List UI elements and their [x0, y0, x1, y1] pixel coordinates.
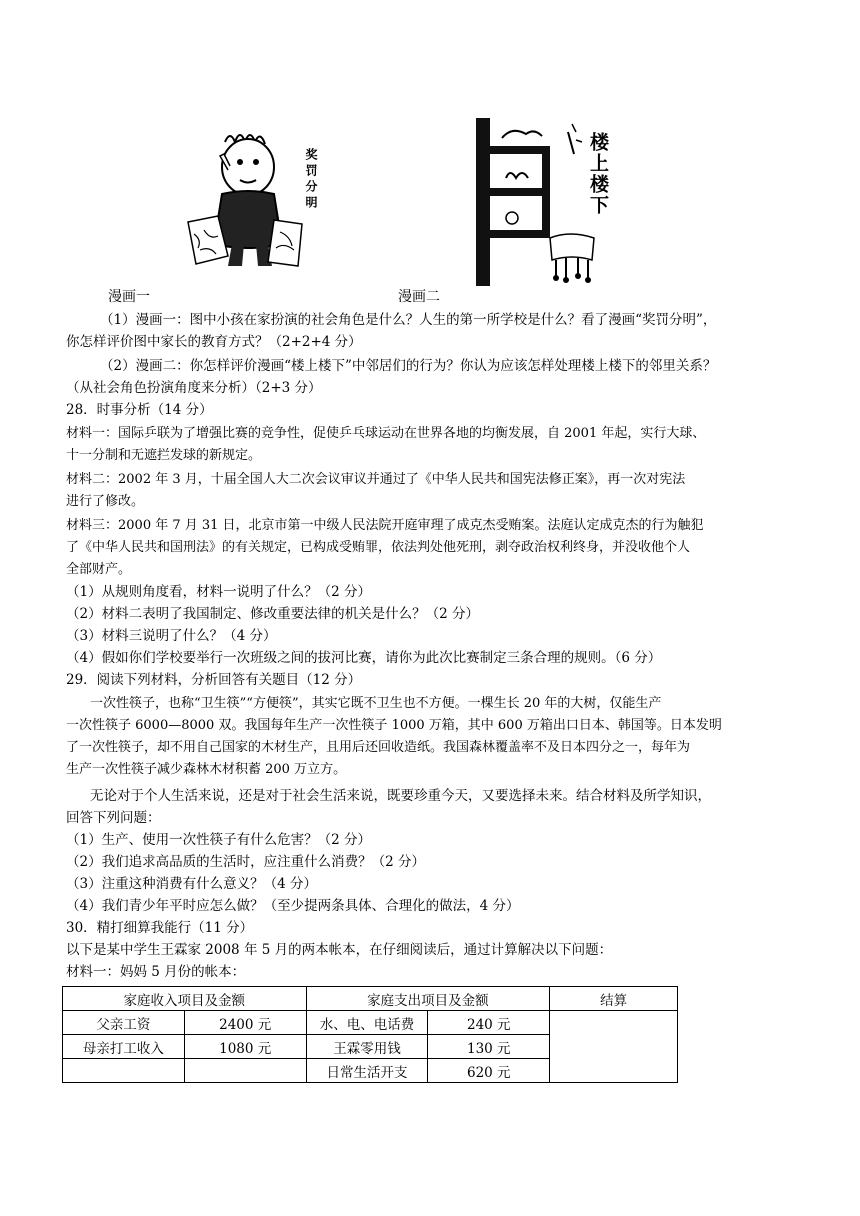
q29-question4: （4）我们青少年平时应怎么做？（至少提两条具体、合理化的做法，4 分） [66, 898, 520, 914]
expense-header: 家庭支出项目及金额 [306, 987, 550, 1011]
q29-material-line4: 生产一次性筷子减少森林木材积蓄 200 万立方。 [66, 762, 347, 777]
q28-material3-line2: 了《中华人民共和国刑法》的有关规定，已构成受贿罪，依法判处他死刑，剥夺政治权利终身，并没收他个人 [66, 540, 691, 555]
q28-material3-line1: 材料三：2000 年 7 月 31 日，北京市第一中级人民法院开庭审理了成克杰受贿案。法庭认定成克杰的行为触犯 [66, 518, 704, 533]
q28-material2-line1: 材料二：2002 年 3 月，十届全国人大二次会议审议并通过了《中华人民共和国宪法修正案》，再一次对宪法 [66, 472, 686, 487]
q27-part1-line2: 你怎样评价图中家长的教育方式？（2+2+4 分） [66, 334, 362, 350]
q29-prompt-line1: 无论对于个人生活来说，还是对于社会生活来说，既要珍重今天，又要选择未来。结合材料及所学知识， [90, 788, 711, 804]
q29-question2: （2）我们追求高品质的生活时，应注重什么消费？（2 分） [66, 854, 425, 870]
q29-heading: 29．阅读下列材料，分析回答有关题目（12 分） [66, 672, 362, 688]
q27-part2-line1: （2）漫画二：你怎样评价漫画“楼上楼下”中邻居们的行为？你认为应该怎样处理楼上楼下的邻里关系？ [100, 358, 717, 374]
q28-question4: （4）假如你们学校要举行一次班级之间的拔河比赛，请你为此次比赛制定三条合理的规则。（6 分） [66, 650, 662, 666]
cartoon2-caption: 漫画二 [398, 289, 440, 305]
expense-amount: 130 元 [428, 1035, 550, 1059]
income-item: 父亲工资 [63, 1011, 185, 1035]
table-row [63, 1011, 678, 1035]
q29-material-line3: 了一次性筷子，却不用自己国家的木材生产，且用后还回收造纸。我国森林覆盖率不及日本四分之一，每年为 [66, 740, 691, 755]
cartoon1-caption: 漫画一 [108, 289, 150, 305]
cartoon2-side-text: 楼上楼下 [587, 132, 609, 216]
q29-material-line2: 一次性筷子 6000—8000 双。我国每年生产一次性筷子 1000 万箱，其中 600 万箱出口日本、韩国等。日本发明 [66, 718, 722, 733]
expense-amount: 620 元 [428, 1059, 550, 1083]
income-item [63, 1059, 185, 1083]
q28-heading: 28．时事分析（14 分） [66, 402, 213, 418]
q27-part1-line1: （1）漫画一：图中小孩在家扮演的社会角色是什么？人生的第一所学校是什么？看了漫画“奖罚分明”， [100, 312, 717, 328]
q30-material1-label: 材料一：妈妈 5 月份的帐本： [66, 964, 246, 980]
q29-question1: （1）生产、使用一次性筷子有什么危害？（2 分） [66, 832, 371, 848]
q28-question2: （2）材料二表明了我国制定、修改重要法律的机关是什么？（2 分） [66, 606, 479, 622]
q27-part2-line2: （从社会角色扮演角度来分析）（2+3 分） [66, 380, 322, 396]
q28-material1-line2: 十一分制和无遮拦发球的新规定。 [66, 448, 262, 463]
q29-material-line1: 一次性筷子，也称“卫生筷”“方便筷”，其实它既不卫生也不方便。一棵生长 20 年的大树，仅能生产 [90, 696, 662, 711]
income-amount: 2400 元 [184, 1011, 306, 1035]
income-amount [184, 1059, 306, 1083]
q29-prompt-line2: 回答下列问题： [66, 810, 161, 826]
q28-question1: （1）从规则角度看，材料一说明了什么？（2 分） [66, 584, 371, 600]
settlement-header: 结算 [550, 987, 678, 1011]
expense-item: 水、电、电话费 [306, 1011, 428, 1035]
q29-question3: （3）注重这种消费有什么意义？（4 分） [66, 876, 317, 892]
income-item: 母亲打工收入 [63, 1035, 185, 1059]
ledger-table [62, 986, 678, 1083]
q28-material3-line3: 全部财产。 [66, 562, 132, 577]
income-amount: 1080 元 [184, 1035, 306, 1059]
q30-heading: 30．精打细算我能行（11 分） [66, 920, 254, 936]
expense-item: 日常生活开支 [306, 1059, 428, 1083]
expense-amount: 240 元 [428, 1011, 550, 1035]
income-header: 家庭收入项目及金额 [63, 987, 307, 1011]
q30-intro: 以下是某中学生王霖家 2008 年 5 月的两本帐本，在仔细阅读后，通过计算解决以下问题： [66, 942, 613, 958]
settlement-cell [550, 1011, 678, 1083]
ledger-header-row [63, 987, 678, 1011]
q28-material1-line1: 材料一：国际乒联为了增强比赛的竞争性，促使乒乓球运动在世界各地的均衡发展，自 2001 年起，实行大球、 [66, 426, 706, 441]
cartoon1-side-text: 奖罚分明 [304, 148, 318, 212]
q28-material2-line2: 进行了修改。 [66, 494, 145, 509]
expense-item: 王霖零用钱 [306, 1035, 428, 1059]
q28-question3: （3）材料三说明了什么？（4 分） [66, 628, 277, 644]
